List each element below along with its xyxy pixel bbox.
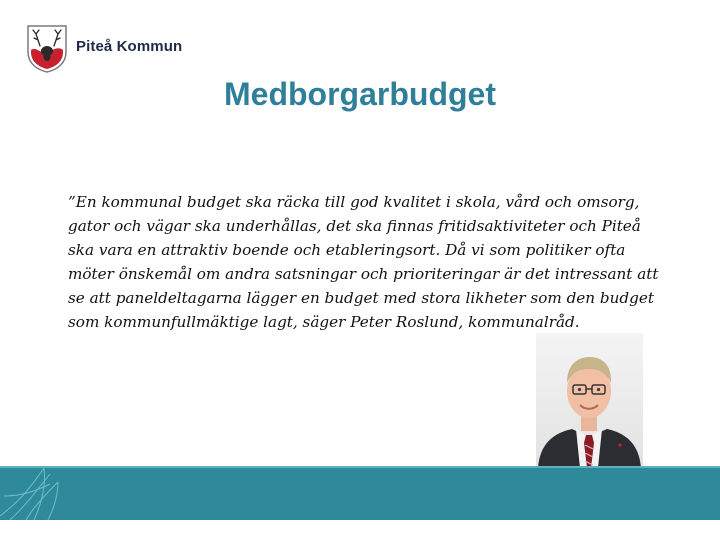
quote-text: ”En kommunal budget ska räcka till god kvalitet i skola, vård och omsorg, gator och vägar ska underhållas, det ska finnas fritidsaktiviteter och Piteå ska vara en attraktiv boende och etableringsort. Då vi som politiker ofta möter önskemål om andra satsningar och prioriteringar är det intressant att se att paneldeltagarna lägger en budget med stora likheter som den budget som kommunfullmäktige lagt, säger Peter Roslund, kommunalråd.: [68, 193, 659, 331]
organization-name: Piteå Kommun: [76, 37, 183, 55]
slide-title: Medborgarbudget: [224, 76, 496, 112]
pitea-kommun-logo: [26, 24, 182, 74]
decorative-footer-band: [0, 466, 720, 520]
portrait-photo: [536, 333, 643, 468]
reindeer-shield-icon: [26, 24, 68, 74]
